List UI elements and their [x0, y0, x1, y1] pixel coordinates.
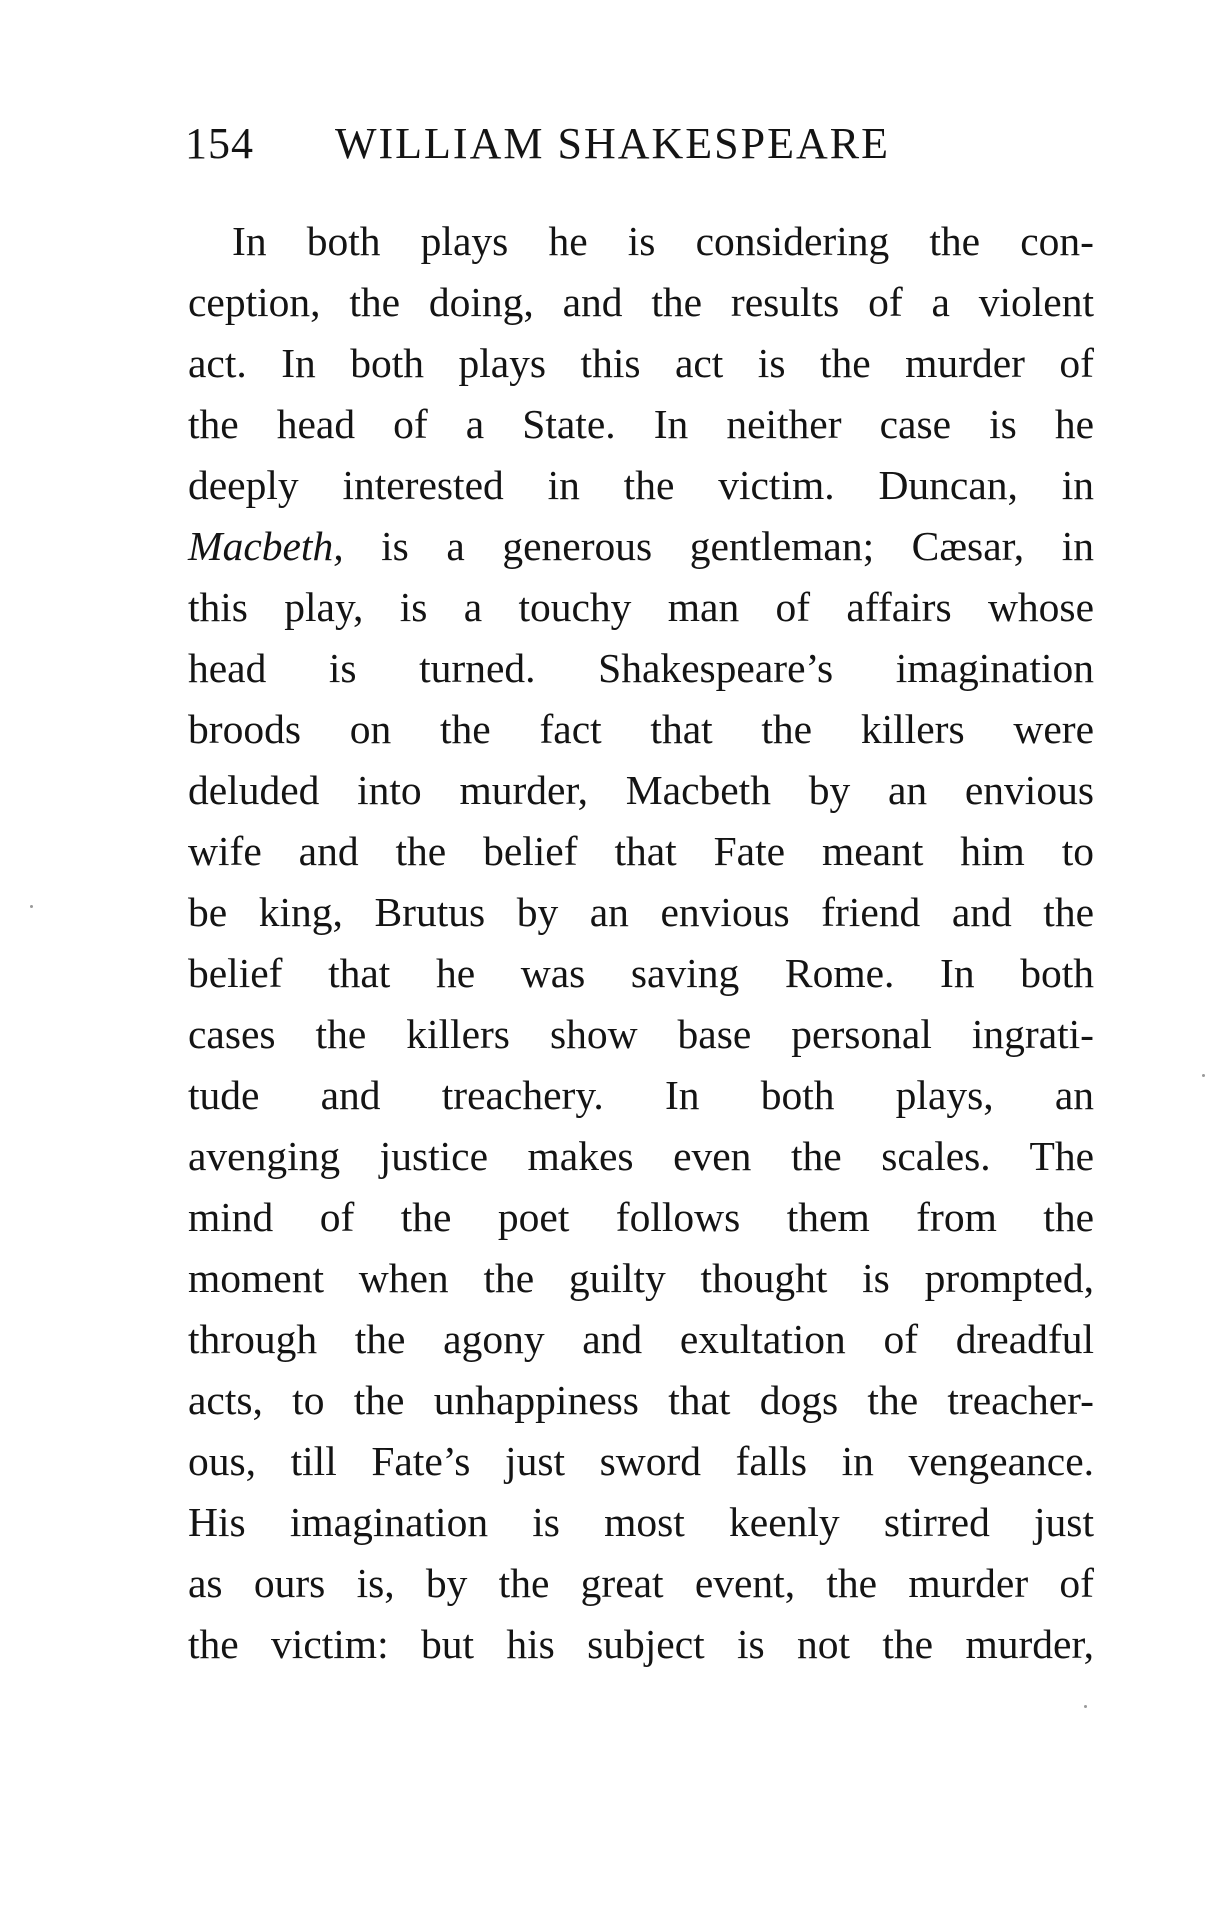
text-line-with-title [188, 516, 1094, 577]
text-line: acts, to the unhappiness that dogs the treacher- [188, 1377, 1094, 1423]
text-line: His imagination is most keenly stirred just [188, 1499, 1094, 1545]
text-line: ception, the doing, and the results of a violent [188, 279, 1094, 325]
text-line: the victim: but his subject is not the murder, [188, 1621, 1094, 1667]
text-line: mind of the poet follows them from the [188, 1194, 1094, 1240]
text-line: cases the killers show base personal ingrati- [188, 1011, 1094, 1057]
text-line: wife and the belief that Fate meant him to [188, 828, 1094, 874]
text-line: tude and treachery. In both plays, an [188, 1072, 1094, 1118]
text-line: deluded into murder, Macbeth by an envious [188, 767, 1094, 813]
paper-speck [1202, 1074, 1205, 1077]
paper-speck [30, 905, 33, 908]
play-title-italic: Macbeth, [188, 523, 344, 569]
running-header [185, 118, 1085, 178]
text-line: be king, Brutus by an envious friend and the [188, 889, 1094, 935]
text-line: deeply interested in the victim. Duncan, in [188, 462, 1094, 508]
text-line: through the agony and exultation of dreadful [188, 1316, 1094, 1362]
running-title: WILLIAM SHAKESPEARE [335, 119, 890, 168]
text-line: In both plays he is considering the con- [232, 218, 1094, 264]
text-line-rest: is a generous gentleman; Cæsar, in [381, 523, 1094, 569]
text-line: ous, till Fate’s just sword falls in vengeance. [188, 1438, 1094, 1484]
text-line: broods on the fact that the killers were [188, 706, 1094, 752]
text-line: avenging justice makes even the scales. The [188, 1133, 1094, 1179]
text-line: head is turned. Shakespeare’s imagination [188, 645, 1094, 691]
text-line: this play, is a touchy man of affairs whose [188, 584, 1094, 630]
text-line: belief that he was saving Rome. In both [188, 950, 1094, 996]
page-number: 154 [185, 119, 254, 168]
body-paragraph [188, 211, 1094, 1675]
text-line: as ours is, by the great event, the murder of [188, 1560, 1094, 1606]
paper-speck [1084, 1705, 1087, 1708]
text-line: moment when the guilty thought is prompted, [188, 1255, 1094, 1301]
text-line: act. In both plays this act is the murder of [188, 340, 1094, 386]
text-line: the head of a State. In neither case is he [188, 401, 1094, 447]
